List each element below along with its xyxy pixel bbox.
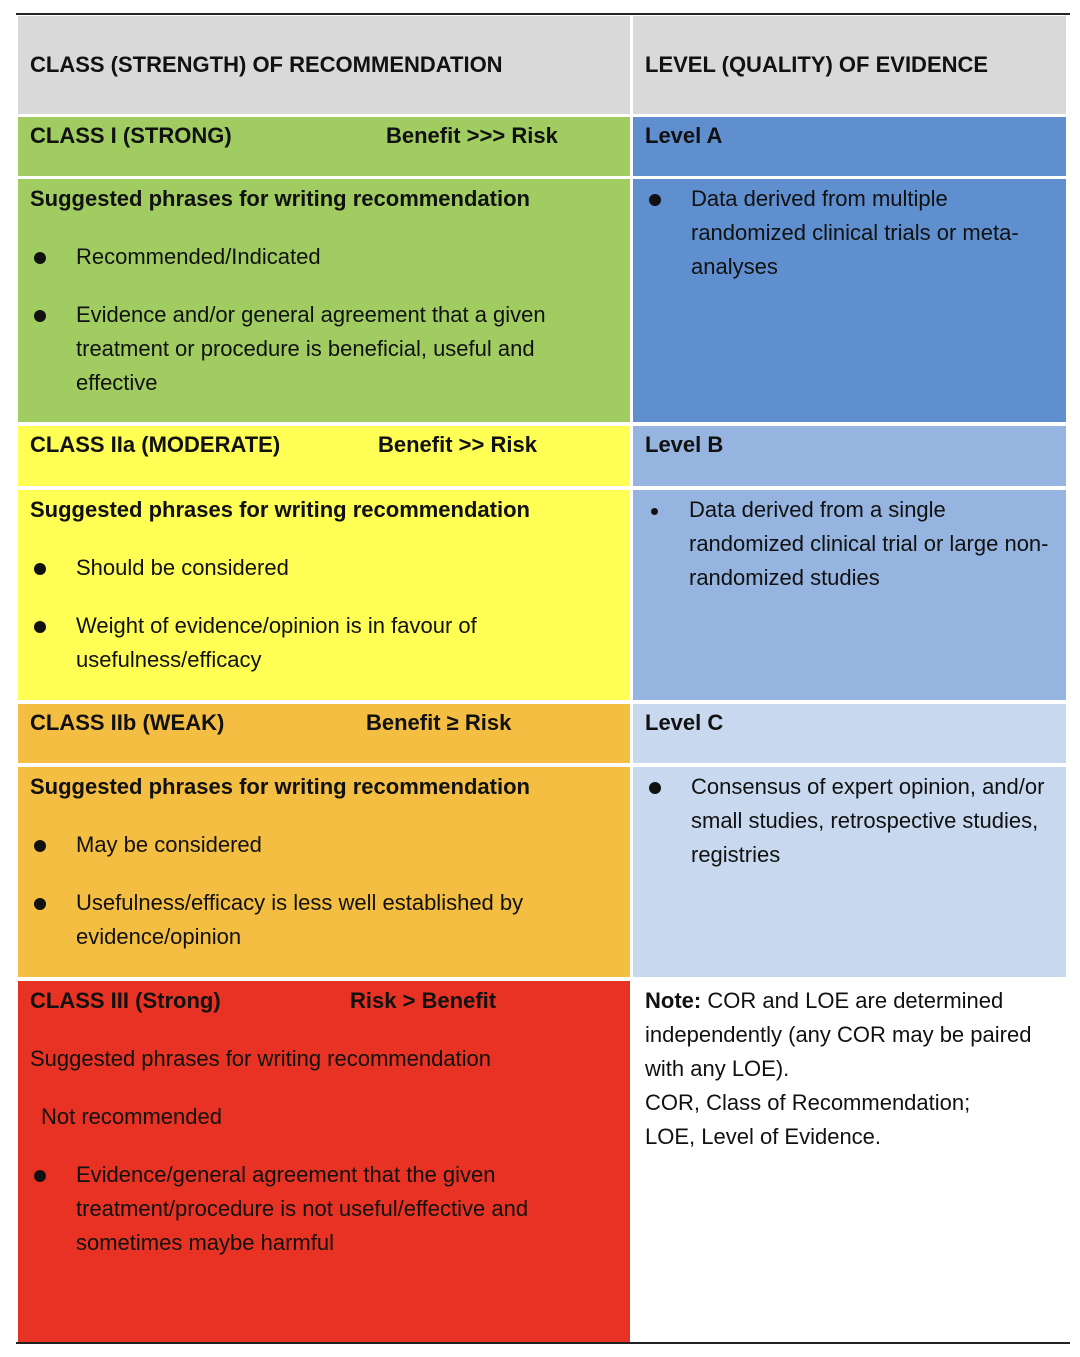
list-item: May be considered bbox=[30, 828, 618, 862]
list-item: Evidence and/or general agreement that a given treatment or procedure is beneficial, useful and effective bbox=[30, 298, 618, 400]
level-c-header bbox=[633, 704, 1066, 763]
level-b-header bbox=[633, 426, 1066, 486]
list-item: Data derived from a single randomized clinical trial or large non-randomized studies bbox=[645, 493, 1054, 595]
note-label: Note: bbox=[645, 988, 702, 1013]
list-item: Consensus of expert opinion, and/or small studies, retrospective studies, registries bbox=[645, 770, 1054, 872]
class-ratio: Benefit ≥ Risk bbox=[366, 710, 512, 735]
class-title: CLASS IIb (WEAK) bbox=[30, 710, 225, 735]
level-title: Level A bbox=[645, 123, 723, 148]
list-item: Should be considered bbox=[30, 551, 618, 585]
phrases-label: Suggested phrases for writing recommendation bbox=[30, 497, 530, 522]
class-iia-body bbox=[18, 490, 630, 700]
class-title: CLASS III (Strong) bbox=[30, 988, 221, 1013]
class-i-header bbox=[18, 117, 630, 176]
class-ratio: Benefit >>> Risk bbox=[386, 123, 558, 148]
list-item: Usefulness/efficacy is less well established by evidence/opinion bbox=[30, 886, 618, 954]
class-i-body bbox=[18, 179, 630, 422]
level-a-header bbox=[633, 117, 1066, 176]
list-item: Weight of evidence/opinion is in favour of usefulness/efficacy bbox=[30, 609, 618, 677]
bottom-rule bbox=[16, 1342, 1070, 1344]
list-item: Recommended/Indicated bbox=[30, 240, 618, 274]
loe-header bbox=[633, 16, 1066, 114]
phrases-label: Suggested phrases for writing recommendation bbox=[30, 774, 530, 799]
level-a-body bbox=[633, 179, 1066, 422]
cor-abbreviation: COR, Class of Recommendation; bbox=[645, 1090, 971, 1115]
class-iia-header bbox=[18, 426, 630, 486]
level-title: Level B bbox=[645, 432, 724, 457]
cor-header-text: CLASS (STRENGTH) OF RECOMMENDATION bbox=[30, 52, 503, 77]
phrases-label: Suggested phrases for writing recommendation bbox=[30, 186, 530, 211]
class-iib-body bbox=[18, 767, 630, 977]
list-item: Data derived from multiple randomized clinical trials or meta-analyses bbox=[645, 182, 1054, 284]
top-rule bbox=[16, 13, 1070, 15]
class-title: CLASS IIa (MODERATE) bbox=[30, 432, 281, 457]
cor-header bbox=[18, 16, 630, 114]
loe-header-text: LEVEL (QUALITY) OF EVIDENCE bbox=[645, 52, 989, 77]
note-text: COR and LOE are determined independently (any COR may be paired with any LOE). bbox=[645, 988, 1032, 1081]
level-title: Level C bbox=[645, 710, 724, 735]
class-title: CLASS I (STRONG) bbox=[30, 123, 232, 148]
phrases-label: Suggested phrases for writing recommendation bbox=[30, 1046, 492, 1071]
note bbox=[633, 981, 1066, 1342]
class-iib-header bbox=[18, 704, 630, 763]
plain-phrase: Not recommended bbox=[41, 1104, 222, 1129]
class-ratio: Risk > Benefit bbox=[350, 988, 497, 1013]
level-c-body bbox=[633, 767, 1066, 977]
level-b-body bbox=[633, 490, 1066, 700]
class-ratio: Benefit >> Risk bbox=[378, 432, 537, 457]
loe-abbreviation: LOE, Level of Evidence. bbox=[645, 1124, 882, 1149]
class-iii bbox=[18, 981, 630, 1342]
list-item: Evidence/general agreement that the given treatment/procedure is not useful/effective and sometimes maybe harmful bbox=[30, 1158, 618, 1260]
